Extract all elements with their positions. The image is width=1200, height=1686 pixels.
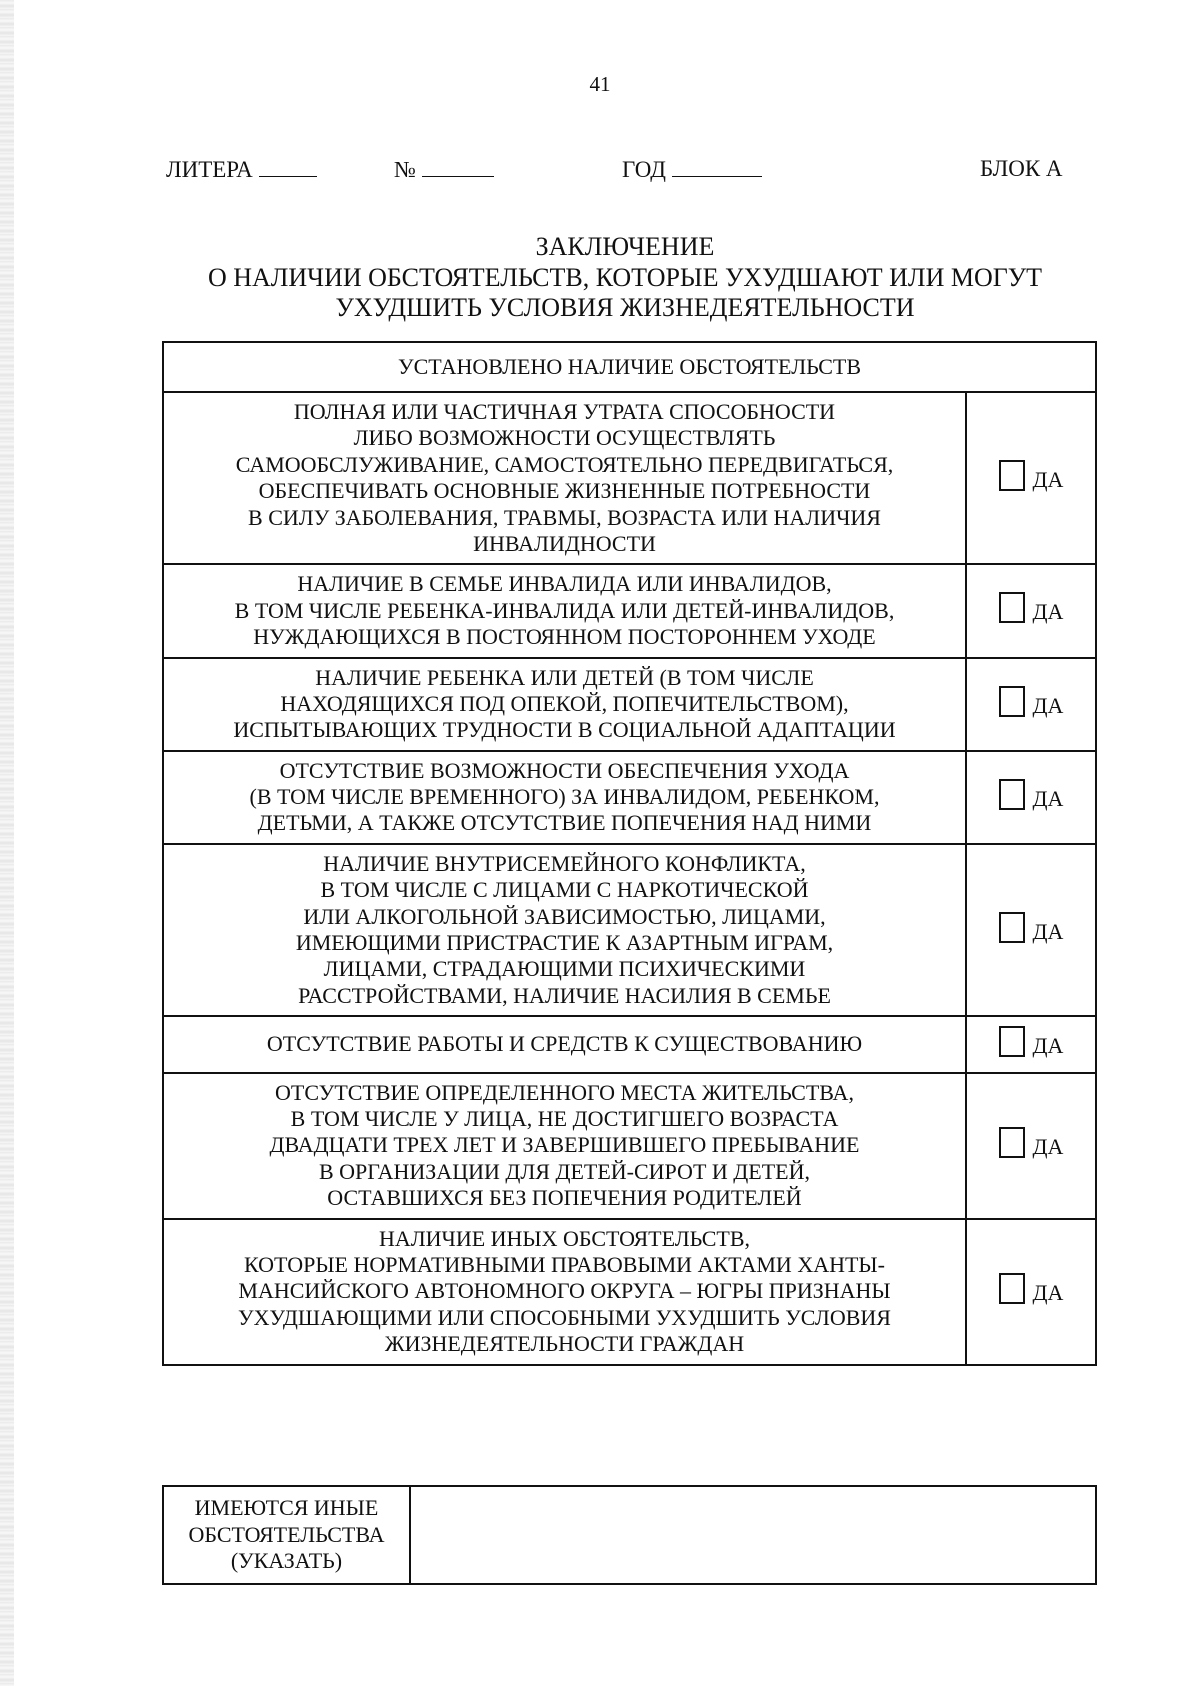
circumstance-line: ИСПЫТЫВАЮЩИХ ТРУДНОСТИ В СОЦИАЛЬНОЙ АДАПТАЦИИ [233,717,896,743]
other-label-line: (УКАЗАТЬ) [230,1548,343,1574]
litera-blank[interactable] [259,156,317,177]
circumstance-text [163,658,966,751]
yes-label: ДА [1032,785,1064,811]
circumstance-row [163,1219,1096,1365]
other-circumstances-label [163,1486,410,1584]
circumstance-line: В ТОМ ЧИСЛЕ РЕБЕНКА-ИНВАЛИДА ИЛИ ДЕТЕЙ-ИНВАЛИДОВ, [234,597,895,623]
circumstance-line: В ОРГАНИЗАЦИИ ДЛЯ ДЕТЕЙ-СИРОТ И ДЕТЕЙ, [319,1158,810,1184]
circumstance-row [163,392,1096,564]
yes-label: ДА [1032,466,1064,492]
circumstance-line: ОСТАВШИХСЯ БЕЗ ПОПЕЧЕНИЯ РОДИТЕЛЕЙ [327,1185,802,1211]
circumstance-line: ЛИБО ВОЗМОЖНОСТИ ОСУЩЕСТВЛЯТЬ [353,425,776,451]
circumstance-line: ДЕТЬМИ, А ТАКЖЕ ОТСУТСТВИЕ ПОПЕЧЕНИЯ НАД НИМИ [257,810,872,836]
table-header: УСТАНОВЛЕНО НАЛИЧИЕ ОБСТОЯТЕЛЬСТВ [163,342,1096,392]
title-line-3: УХУДШИТЬ УСЛОВИЯ ЖИЗНЕДЕЯТЕЛЬНОСТИ [335,293,915,323]
circumstance-line: В ТОМ ЧИСЛЕ С ЛИЦАМИ С НАРКОТИЧЕСКОЙ [320,877,809,903]
litera-field [166,156,317,183]
circumstance-row [163,1073,1096,1219]
yes-cell [966,1073,1096,1219]
circumstance-line: В ТОМ ЧИСЛЕ У ЛИЦА, НЕ ДОСТИГШЕГО ВОЗРАСТА [290,1105,839,1131]
yes-cell [966,751,1096,844]
yes-label: ДА [1032,918,1064,944]
circumstance-text [163,1219,966,1365]
circumstance-line: В СИЛУ ЗАБОЛЕВАНИЯ, ТРАВМЫ, ВОЗРАСТА ИЛИ НАЛИЧИЯ [248,504,881,530]
yes-checkbox[interactable] [999,1273,1025,1304]
circumstance-row [163,844,1096,1016]
year-label: ГОД [622,157,666,182]
yes-label: ДА [1032,1280,1064,1306]
yes-checkbox[interactable] [999,912,1025,943]
circumstance-line: ОБЕСПЕЧИВАТЬ ОСНОВНЫЕ ЖИЗНЕННЫЕ ПОТРЕБНОСТИ [258,478,871,504]
yes-label: ДА [1032,599,1064,625]
yes-cell [966,564,1096,657]
circumstance-text [163,1016,966,1072]
circumstance-line: НАЛИЧИЕ ВНУТРИСЕМЕЙНОГО КОНФЛИКТА, [323,850,806,876]
yes-cell [966,1016,1096,1072]
circumstance-line: ЖИЗНЕДЕЯТЕЛЬНОСТИ ГРАЖДАН [384,1331,745,1357]
circumstance-line: (В ТОМ ЧИСЛЕ ВРЕМЕННОГО) ЗА ИНВАЛИДОМ, РЕБЕНКОМ, [249,784,880,810]
circumstance-line: ИНВАЛИДНОСТИ [473,530,656,556]
yes-option[interactable] [999,592,1064,623]
circumstance-text [163,392,966,564]
yes-option[interactable] [999,1273,1064,1304]
yes-label: ДА [1032,1134,1064,1160]
yes-checkbox[interactable] [999,1026,1025,1057]
yes-option[interactable] [999,1026,1064,1057]
yes-option[interactable] [999,460,1064,491]
circumstance-line: НАЛИЧИЕ ИНЫХ ОБСТОЯТЕЛЬСТВ, [378,1225,751,1251]
table-header-row [163,342,1096,392]
circumstance-row [163,658,1096,751]
year-field [622,156,762,183]
circumstance-line: РАССТРОЙСТВАМИ, НАЛИЧИЕ НАСИЛИЯ В СЕМЬЕ [298,982,831,1008]
circumstance-line: ИМЕЮЩИМИ ПРИСТРАСТИЕ К АЗАРТНЫМ ИГРАМ, [295,930,834,956]
yes-checkbox[interactable] [999,1127,1025,1158]
other-label-line: ОБСТОЯТЕЛЬСТВА [188,1521,385,1547]
yes-label: ДА [1032,1032,1064,1058]
circumstance-line: ИЛИ АЛКОГОЛЬНОЙ ЗАВИСИМОСТЬЮ, ЛИЦАМИ, [303,903,826,929]
circumstance-line: НАХОДЯЩИХСЯ ПОД ОПЕКОЙ, ПОПЕЧИТЕЛЬСТВОМ), [280,690,849,716]
circumstance-text [163,1073,966,1219]
other-label-line: ИМЕЮТСЯ ИНЫЕ [194,1495,379,1521]
yes-checkbox[interactable] [999,779,1025,810]
circumstance-line: ОТСУТСТВИЕ ВОЗМОЖНОСТИ ОБЕСПЕЧЕНИЯ УХОДА [279,757,850,783]
yes-cell [966,1219,1096,1365]
yes-cell [966,658,1096,751]
circumstance-text [163,844,966,1016]
other-circumstances-field[interactable] [410,1486,1096,1584]
number-blank[interactable] [422,156,494,177]
yes-checkbox[interactable] [999,592,1025,623]
circumstance-text [163,564,966,657]
circumstance-line: САМООБСЛУЖИВАНИЕ, САМОСТОЯТЕЛЬНО ПЕРЕДВИГАТЬСЯ, [235,451,894,477]
year-blank[interactable] [672,156,762,177]
document-title [0,232,1200,324]
yes-option[interactable] [999,779,1064,810]
other-circumstances-table [162,1485,1097,1585]
circumstance-text [163,751,966,844]
title-line-2: О НАЛИЧИИ ОБСТОЯТЕЛЬСТВ, КОТОРЫЕ УХУДШАЮТ ИЛИ МОГУТ [207,262,1043,292]
circumstance-line: ОТСУТСТВИЕ РАБОТЫ И СРЕДСТВ К СУЩЕСТВОВАНИЮ [266,1031,863,1057]
circumstance-line: ДВАДЦАТИ ТРЕХ ЛЕТ И ЗАВЕРШИВШЕГО ПРЕБЫВАНИЕ [269,1132,860,1158]
circumstances-table [162,341,1097,1366]
litera-label: ЛИТЕРА [166,157,253,182]
circumstance-line: НУЖДАЮЩИХСЯ В ПОСТОЯННОМ ПОСТОРОННЕМ УХОДЕ [253,624,876,650]
number-label: № [394,157,416,182]
yes-option[interactable] [999,686,1064,717]
yes-checkbox[interactable] [999,460,1025,491]
circumstance-line: НАЛИЧИЕ В СЕМЬЕ ИНВАЛИДА ИЛИ ИНВАЛИДОВ, [297,571,832,597]
yes-label: ДА [1032,692,1064,718]
circumstance-row [163,1016,1096,1072]
block-label: БЛОК А [980,156,1063,181]
yes-cell [966,844,1096,1016]
circumstance-row [163,564,1096,657]
title-line-1: ЗАКЛЮЧЕНИЕ [535,232,715,261]
yes-option[interactable] [999,1127,1064,1158]
circumstance-line: УХУДШАЮЩИМИ ИЛИ СПОСОБНЫМИ УХУДШИТЬ УСЛОВИЯ [238,1304,891,1330]
page-number: 41 [589,72,611,96]
circumstance-row [163,751,1096,844]
circumstance-line: ПОЛНАЯ ИЛИ ЧАСТИЧНАЯ УТРАТА СПОСОБНОСТИ [293,399,836,424]
circumstance-line: ОТСУТСТВИЕ ОПРЕДЕЛЕННОГО МЕСТА ЖИТЕЛЬСТВА, [275,1079,854,1105]
circumstance-line: ЛИЦАМИ, СТРАДАЮЩИМИ ПСИХИЧЕСКИМИ [323,956,806,982]
yes-option[interactable] [999,912,1064,943]
circumstance-line: МАНСИЙСКОГО АВТОНОМНОГО ОКРУГА – ЮГРЫ ПРИЗНАНЫ [238,1278,891,1304]
yes-checkbox[interactable] [999,686,1025,717]
circumstance-line: НАЛИЧИЕ РЕБЕНКА ИЛИ ДЕТЕЙ (В ТОМ ЧИСЛЕ [315,664,814,690]
number-field [394,156,494,183]
yes-cell [966,392,1096,564]
circumstance-line: КОТОРЫЕ НОРМАТИВНЫМИ ПРАВОВЫМИ АКТАМИ ХАНТЫ- [244,1251,885,1277]
